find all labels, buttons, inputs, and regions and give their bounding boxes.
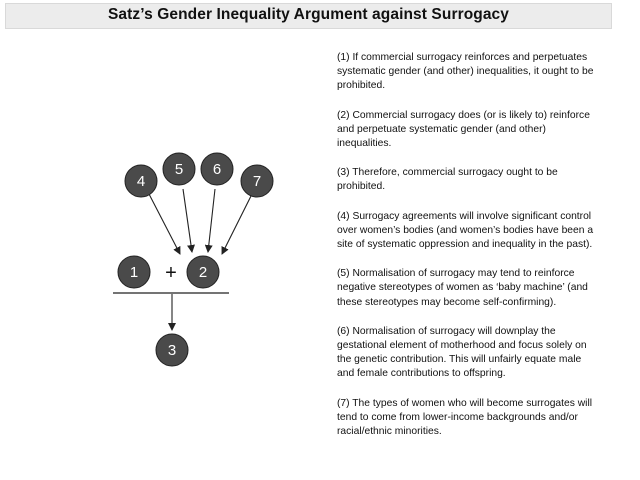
node-6-label: 6 (212, 161, 222, 178)
premise-2: (2) Commercial surrogacy does (or is likely to) reinforce and perpetuate systematic gender (and other) inequalities. (337, 109, 590, 150)
premise-6: (6) Normalisation of surrogacy will downplay the gestational element of motherhood and focus solely on the genetic contribution. This will unfairly equate male and female contributions to offspring. (337, 325, 587, 380)
node-5 (163, 153, 195, 185)
node-3-label: 3 (167, 342, 177, 359)
node-7-label: 7 (252, 173, 262, 190)
premise-3: (3) Therefore, commercial surrogacy ought to be prohibited. (337, 167, 558, 193)
arrow-6-to-plus (208, 189, 215, 252)
node-1 (118, 256, 150, 288)
node-4 (125, 165, 157, 197)
node-2-label: 2 (198, 264, 208, 281)
plus-operator: + (165, 262, 177, 284)
premise-7: (7) The types of women who will become surrogates will tend to come from lower-income backgrounds and/or racial/ethnic minorities. (337, 397, 593, 438)
premise-5: (5) Normalisation of surrogacy may tend to reinforce negative stereotypes of women as ‘baby machine’ (and these stereotypes may become self-confirming). (337, 268, 588, 308)
premise-4: (4) Surrogacy agreements will involve significant control over women’s bodies (and women’s bodies have been a site of systematic oppression and inequality in the past). (337, 210, 594, 251)
node-4-label: 4 (136, 173, 146, 190)
arrow-4-to-plus (149, 194, 180, 254)
node-1-label: 1 (129, 264, 139, 281)
node-5-label: 5 (174, 161, 184, 178)
premise-list (337, 51, 599, 454)
node-6 (201, 153, 233, 185)
node-2 (187, 256, 219, 288)
node-3 (156, 334, 188, 366)
node-7 (241, 165, 273, 197)
page-title: Satz’s Gender Inequality Argument against Surrogacy (107, 6, 509, 23)
arrow-5-to-plus (183, 189, 192, 252)
arrow-7-to-plus (222, 194, 252, 254)
premise-1: (1) If commercial surrogacy reinforces and perpetuates systematic gender (and other) inequalities, it ought to be prohibited. (337, 52, 594, 92)
